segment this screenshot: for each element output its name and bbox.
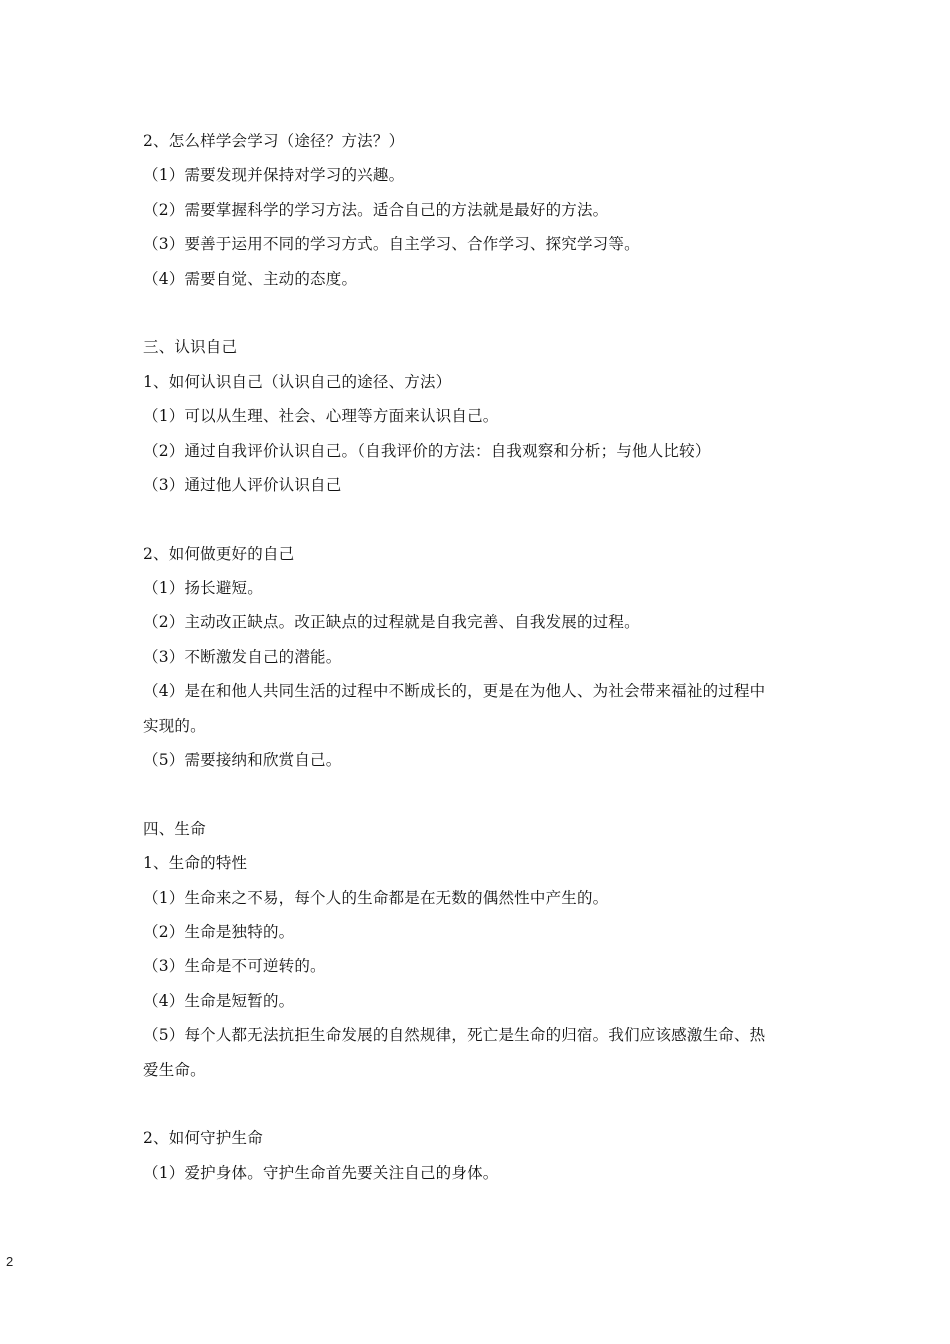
section-heading: 1、如何认识自己（认识自己的途径、方法）: [143, 372, 452, 391]
list-item: （3）不断激发自己的潜能。: [143, 647, 342, 666]
section-heading: 2、怎么样学会学习（途径？方法？）: [143, 132, 405, 150]
spacer: [143, 1087, 813, 1121]
list-item: （5）每个人都无法抗拒生命发展的自然规律，死亡是生命的归宿。我们应该感激生命、热: [143, 1026, 766, 1045]
page-number: 2: [6, 1254, 14, 1269]
section-heading: 2、如何做更好的自己: [143, 544, 295, 563]
list-item: （2）需要掌握科学的学习方法。适合自己的方法就是最好的方法。: [143, 200, 609, 219]
list-item: （2）主动改正缺点。改正缺点的过程就是自我完善、自我发展的过程。: [143, 613, 640, 632]
list-item-continuation: 爱生命。: [143, 1060, 206, 1079]
list-item: （2）通过自我评价认识自己。（自我评价的方法：自我观察和分析；与他人比较）: [143, 441, 711, 460]
chapter-title: 四、生命: [143, 819, 206, 838]
list-item-continuation: 实现的。: [143, 716, 206, 735]
list-item: （1）需要发现并保持对学习的兴趣。: [143, 166, 405, 185]
list-item: （4）是在和他人共同生活的过程中不断成长的，更是在为他人、为社会带来福祉的过程中: [143, 682, 766, 701]
list-item: （1）爱护身体。守护生命首先要关注自己的身体。: [143, 1163, 499, 1182]
list-item: （1）生命来之不易，每个人的生命都是在无数的偶然性中产生的。: [143, 888, 609, 907]
section-heading: 1、生命的特性: [143, 854, 248, 873]
section-heading: 2、如何守护生命: [143, 1129, 263, 1148]
list-item: （1）扬长避短。: [143, 579, 263, 598]
spacer: [143, 777, 813, 811]
list-item: （3）生命是不可逆转的。: [143, 957, 326, 976]
list-item: （2）生命是独特的。: [143, 922, 295, 941]
list-item: （1）可以从生理、社会、心理等方面来认识自己。: [143, 407, 499, 426]
spacer: [143, 502, 813, 536]
spacer: [143, 296, 813, 330]
document-content: [143, 124, 813, 1190]
chapter-title: 三、认识自己: [143, 338, 238, 357]
list-item: （5）需要接纳和欣赏自己。: [143, 751, 342, 770]
list-item: （4）生命是短暂的。: [143, 991, 295, 1010]
list-item: （4）需要自觉、主动的态度。: [143, 269, 358, 288]
list-item: （3）通过他人评价认识自己: [143, 475, 342, 494]
list-item: （3）要善于运用不同的学习方式。自主学习、合作学习、探究学习等。: [143, 235, 640, 254]
